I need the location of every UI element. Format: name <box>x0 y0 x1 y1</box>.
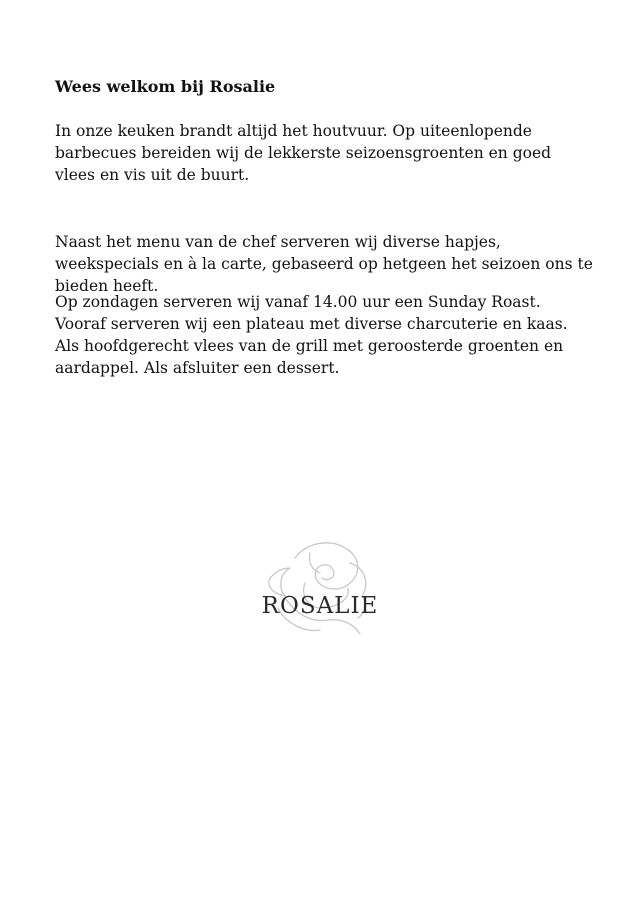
text-line: Vooraf serveren wij een plateau met diverse charcuterie en kaas. <box>55 315 568 333</box>
page-title: Wees welkom bij Rosalie <box>55 77 276 96</box>
text-line: Als hoofdgerecht vlees van de grill met geroosterde groenten en <box>55 337 564 355</box>
text-line: In onze keuken brandt altijd het houtvuur. Op uiteenlopende <box>55 122 532 140</box>
text-line: aardappel. Als afsluiter een dessert. <box>55 359 340 377</box>
text-line: Op zondagen serveren wij vanaf 14.00 uur een Sunday Roast. <box>55 293 541 311</box>
paragraph-sunday-roast <box>55 291 568 379</box>
text-line: weekspecials en à la carte, gebaseerd op hetgeen het seizoen ons te <box>55 255 593 273</box>
paragraph-menu <box>55 231 593 297</box>
rosalie-logo <box>250 538 390 638</box>
text-line: vlees en vis uit de buurt. <box>55 166 250 184</box>
text-line: Naast het menu van de chef serveren wij diverse hapjes, <box>55 233 501 251</box>
text-line: bieden heeft. <box>55 277 159 295</box>
rose-icon <box>250 538 390 638</box>
logo-text: ROSALIE <box>261 593 379 619</box>
paragraph-intro <box>55 120 551 186</box>
text-line: barbecues bereiden wij de lekkerste seizoensgroenten en goed <box>55 144 552 162</box>
